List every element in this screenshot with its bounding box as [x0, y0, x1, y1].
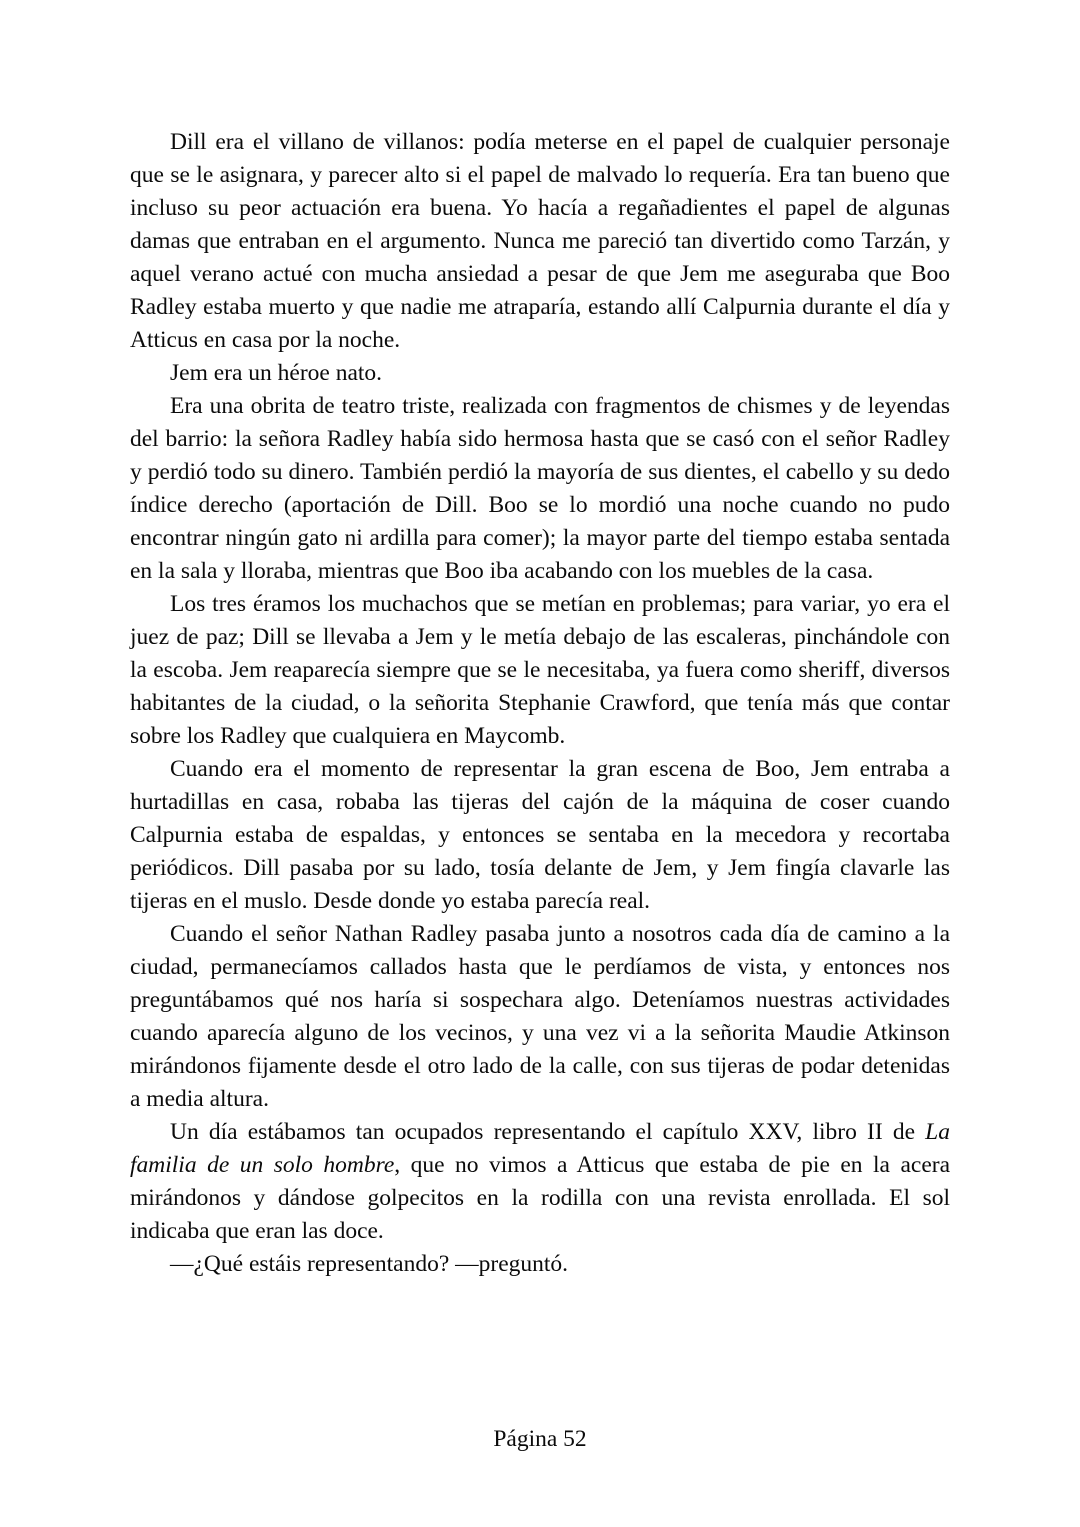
paragraph-nathan-radley: Cuando el señor Nathan Radley pasaba junto a nosotros cada día de camino a la ciudad, permanecíamos callados hasta que le perdíamos de vista, y entonces nos preguntábamos qué nos haría si sospechara algo. Deteníamos nuestras actividades cuando aparecía alguno de los vecinos, y una vez vi a la señorita Maudie Atkinson mirándonos fijamente desde el otro lado de la calle, con sus tijeras de podar detenidas a media altura. — [130, 921, 950, 1112]
page-number: Página 52 — [493, 1426, 587, 1452]
paragraph-dill-villain: Dill era el villano de villanos: podía meterse en el papel de cualquier personaje que se le asignara, y parecer alto si el papel de malvado lo requería. Era tan bueno que incluso su peor actuación era buena. Yo hacía a regañadientes el papel de algunas damas que entraban en el argumento. Nunca me pareció tan divertido como Tarzán, y aquel verano actué con mucha ansiedad a pesar de que Jem me aseguraba que Boo Radley estaba muerto y que nadie me atraparía, estando allí Calpurnia durante el día y Atticus en casa por la noche. — [130, 129, 950, 353]
paragraph-dialogue: —¿Qué estáis representando? —preguntó. — [170, 1251, 569, 1277]
paragraph-play-description: Era una obrita de teatro triste, realizada con fragmentos de chismes y de leyendas del barrio: la señora Radley había sido hermosa hasta que se casó con el señor Radley y perdió todo su dinero. También perdió la mayoría de sus dientes, el cabello y su dedo índice derecho (aportación de Dill. Boo se lo mordió una noche cuando no pudo encontrar ningún gato ni ardilla para comer); la mayor parte del tiempo estaba sentada en la sala y lloraba, mientras que Boo iba acabando con los muebles de la casa. — [130, 393, 950, 584]
text-run: Un día estábamos tan ocupados representando el capítulo XXV, libro II de — [170, 1119, 926, 1145]
book-title-italic: La familia de un solo hombre — [130, 1119, 950, 1178]
text-block — [130, 126, 950, 1281]
paragraph-chapter-xxv — [130, 1116, 950, 1248]
text-run: , que no vimos a Atticus que estaba de pie en la acera mirándonos y dándose golpecitos en la rodilla con una revista enrollada. El sol indicaba que eran las doce. — [130, 1152, 950, 1244]
paragraph-jem-hero: Jem era un héroe nato. — [170, 360, 383, 386]
paragraph-boo-scene: Cuando era el momento de representar la gran escena de Boo, Jem entraba a hurtadillas en casa, robaba las tijeras del cajón de la máquina de coser cuando Calpurnia estaba de espaldas, y entonces se sentaba en la mecedora y recortaba periódicos. Dill pasaba por su lado, tosía delante de Jem, y Jem fingía clavarle las tijeras en el muslo. Desde donde yo estaba parecía real. — [130, 756, 950, 914]
paragraph-three-kids: Los tres éramos los muchachos que se metían en problemas; para variar, yo era el juez de paz; Dill se llevaba a Jem y le metía debajo de las escaleras, pinchándole con la escoba. Jem reaparecía siempre que se le necesitaba, ya fuera como sheriff, diversos habitantes de la ciudad, o la señorita Stephanie Crawford, que tenía más que contar sobre los Radley que cualquiera en Maycomb. — [130, 591, 950, 749]
